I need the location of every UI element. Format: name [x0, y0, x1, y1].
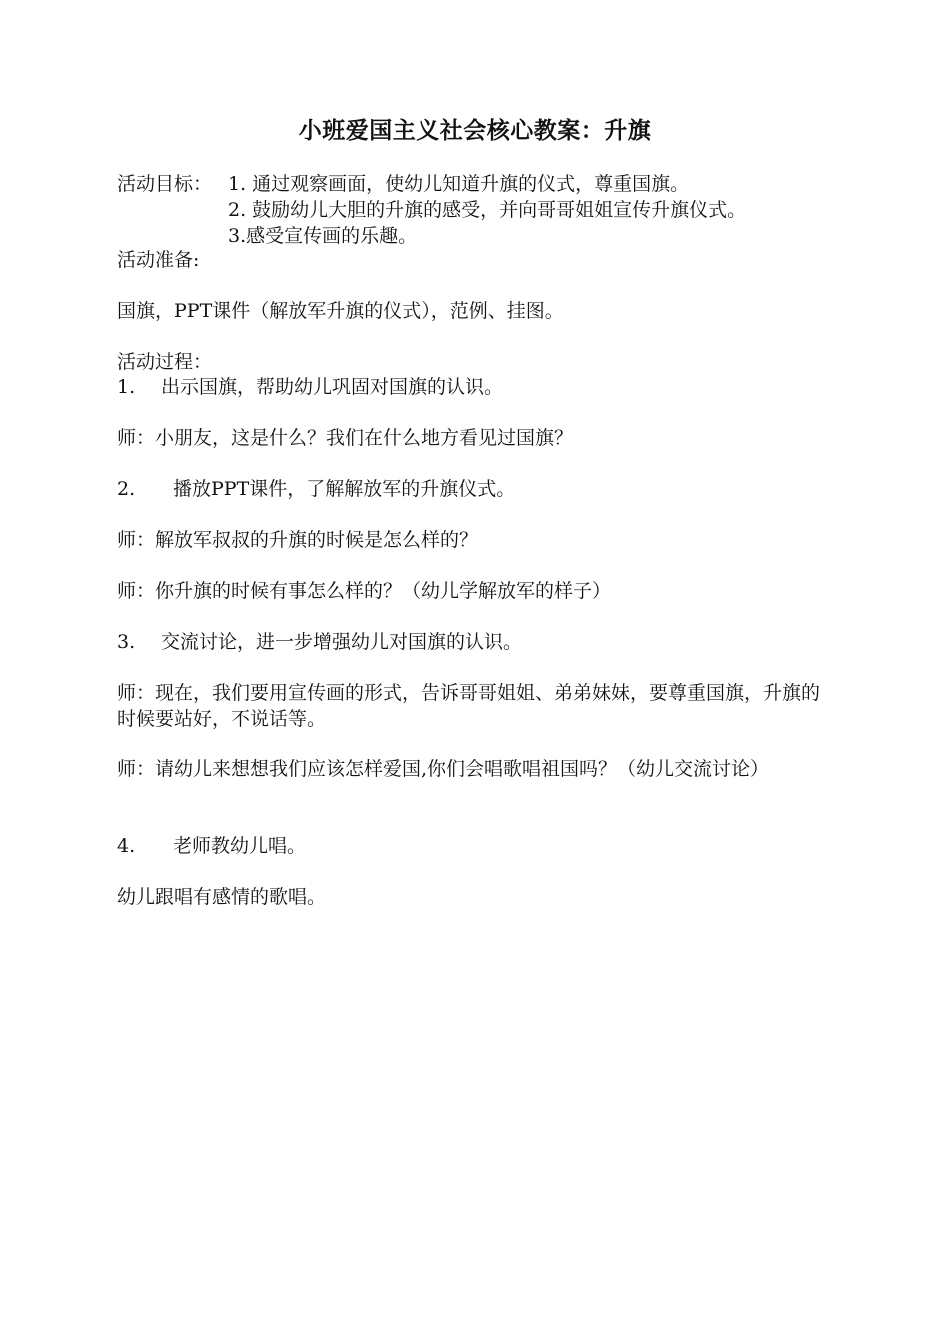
closing-text: 幼儿跟唱有感情的歌唱。 — [117, 886, 327, 908]
step-3-number: 3. — [117, 631, 136, 653]
step-2-text: 播放PPT课件，了解解放军的升旗仪式。 — [173, 478, 516, 500]
goals-label: 活动目标： — [117, 173, 213, 195]
step-2-number: 2. — [117, 478, 136, 500]
teacher-question-4: 师：现在，我们要用宣传画的形式，告诉哥哥姐姐、弟弟妹妹，要尊重国旗，升旗的时候要站好，不说话等。 — [117, 682, 821, 730]
step-3-text: 交流讨论，进一步增强幼儿对国旗的认识。 — [161, 631, 523, 653]
goal-item-2: 2. 鼓励幼儿大胆的升旗的感受，并向哥哥姐姐宣传升旗仪式。 — [228, 199, 747, 221]
teacher-question-1: 师：小朋友，这是什么？我们在什么地方看见过国旗？ — [117, 427, 574, 449]
step-2 — [117, 476, 515, 502]
step-3 — [117, 629, 522, 655]
preparation-content: 国旗，PPT课件（解放军升旗的仪式），范例、挂图。 — [117, 300, 564, 322]
step-4-number: 4. — [117, 835, 136, 857]
goal-item-1: 1. 通过观察画面，使幼儿知道升旗的仪式，尊重国旗。 — [228, 173, 690, 195]
teacher-question-5: 师：请幼儿来想想我们应该怎样爱国,你们会唱歌唱祖国吗？（幼儿交流讨论） — [117, 758, 770, 780]
teacher-question-3: 师：你升旗的时候有事怎么样的？（幼儿学解放军的样子） — [117, 580, 612, 602]
step-4-text: 老师教幼儿唱。 — [173, 835, 307, 857]
goal-item-3: 3.感受宣传画的乐趣。 — [228, 225, 418, 247]
preparation-label: 活动准备: — [117, 249, 200, 271]
step-4 — [117, 833, 306, 859]
process-label: 活动过程： — [117, 351, 213, 373]
step-1-number: 1. — [117, 376, 136, 398]
step-1 — [117, 374, 503, 400]
teacher-question-2: 师：解放军叔叔的升旗的时候是怎么样的？ — [117, 529, 479, 551]
step-1-text: 出示国旗，帮助幼儿巩固对国旗的认识。 — [161, 376, 504, 398]
document-title: 小班爱国主义社会核心教案：升旗 — [298, 117, 652, 144]
